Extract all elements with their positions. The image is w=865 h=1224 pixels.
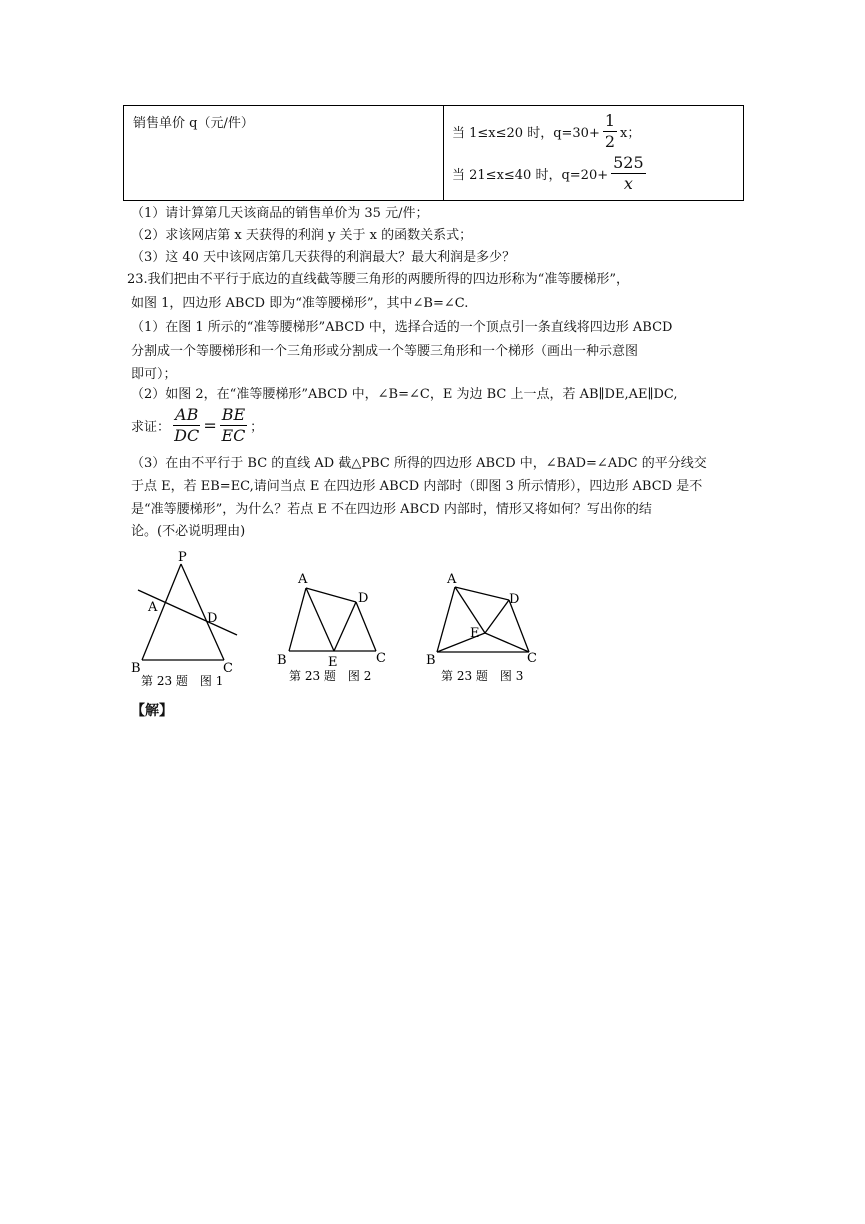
fig2-side-ab <box>289 588 306 651</box>
fig2-line-ae <box>306 588 334 651</box>
fig3-label-c: C <box>527 651 537 666</box>
q23-prove-line <box>131 400 263 450</box>
prove-label: 求证： <box>131 419 171 435</box>
fig2-label-d: D <box>358 591 369 606</box>
fig2-side-cd <box>356 602 376 651</box>
q23-part3-line-4: 论。(不必说明理由) <box>131 524 246 539</box>
fig1-label-a: A <box>148 600 158 615</box>
formula-row-2 <box>452 152 743 194</box>
fraction-1-den: 2 <box>604 131 616 151</box>
q22-part-1: （1）请计算第几天该商品的销售单价为 35 元/件； <box>131 206 429 221</box>
fraction-half <box>603 110 617 151</box>
fig2-label-a: A <box>298 572 308 587</box>
fraction-1-num: 1 <box>604 110 616 130</box>
equals-sign: = <box>203 415 217 435</box>
fig1-label-b: B <box>131 661 141 676</box>
fig3-label-a: A <box>447 572 457 587</box>
q23-intro-line-2: 如图 1，四边形 ABCD 即为“准等腰梯形”，其中∠B=∠C. <box>131 296 469 311</box>
fraction-be-ec <box>220 404 247 445</box>
q23-part1-line-1: （1）在图 1 所示的“准等腰梯形”ABCD 中，选择合适的一个顶点引一条直线将四边形 ABCD <box>131 320 673 335</box>
fig2-line-ed <box>334 602 356 651</box>
q22-part-3: （3）这 40 天中该网店第几天获得的利润最大？最大利润是多少？ <box>131 250 516 265</box>
formula-2-prefix: 当 21≤x≤40 时，q=20+ <box>452 167 609 183</box>
fraction-dc: DC <box>174 425 200 445</box>
q23-part1-line-3: 即可）； <box>131 367 177 382</box>
fig1-label-d: D <box>207 611 218 626</box>
fraction-ab-dc <box>173 404 200 445</box>
fraction-ab: AB <box>175 404 199 424</box>
fraction-2-den: x <box>623 173 633 193</box>
table-label-cell <box>124 106 444 201</box>
q22-part-2: （2）求该网店第 x 天获得的利润 y 关于 x 的函数关系式； <box>131 228 473 243</box>
fig3-label-b: B <box>426 653 436 668</box>
q23-intro-line-1: 23.我们把由不平行于底边的直线截等腰三角形的两腰所得的四边形称为“准等腰梯形”， <box>127 272 629 287</box>
fraction-2-num: 525 <box>613 152 644 172</box>
fig1-caption: 第 23 题 图 1 <box>141 674 224 688</box>
q23-part2-line-1: （2）如图 2，在“准等腰梯形”ABCD 中，∠B=∠C，E 为边 BC 上一点，若 AB∥DE,AE∥DC, <box>131 387 678 402</box>
fraction-ec: EC <box>221 425 246 445</box>
fig3-caption: 第 23 题 图 3 <box>441 669 524 683</box>
fig2-caption: 第 23 题 图 2 <box>289 669 372 683</box>
fig3-label-e: E <box>470 626 480 641</box>
fig2-label-b: B <box>277 653 287 668</box>
table-formula-cell <box>444 106 744 201</box>
fig2-label-e: E <box>328 655 338 670</box>
q23-part3-line-2: 于点 E，若 EB=EC,请问当点 E 在四边形 ABCD 内部时（即图 3 所示情形），四边形 ABCD 是不 <box>131 479 703 494</box>
q23-part3-line-1: （3）在由不平行于 BC 的直线 AD 截△PBC 所得的四边形 ABCD 中，∠BAD=∠ADC 的平分线交 <box>131 456 707 471</box>
figure-3 <box>423 568 548 686</box>
figure-2 <box>272 568 397 686</box>
figure-1 <box>125 548 245 688</box>
prove-end: ； <box>250 419 264 435</box>
fig1-label-p: P <box>178 550 187 565</box>
formula-row-1 <box>452 110 743 152</box>
fig3-side-ab <box>437 587 455 652</box>
fig1-label-c: C <box>223 661 233 676</box>
fig3-side-da <box>455 587 509 600</box>
fig2-label-c: C <box>376 651 386 666</box>
table-label: 销售单价 q（元/件） <box>133 116 254 131</box>
fig3-line-de <box>485 600 509 633</box>
formula-1-suffix: x； <box>620 125 641 141</box>
formula-1-prefix: 当 1≤x≤20 时，q=30+ <box>452 125 600 141</box>
q23-part1-line-2: 分割成一个等腰梯形和一个三角形或分割成一个等腰三角形和一个梯形（画出一种示意图 <box>131 344 639 359</box>
price-table <box>123 105 744 201</box>
fig2-side-da <box>306 588 356 602</box>
fraction-525-x <box>611 152 646 193</box>
q23-part3-line-3: 是“准等腰梯形”，为什么？若点 E 不在四边形 ABCD 内部时，情形又将如何？写出你的结 <box>131 502 652 517</box>
answer-label: 【解】 <box>131 703 173 719</box>
fig3-label-d: D <box>509 592 520 607</box>
fraction-be: BE <box>221 404 246 424</box>
